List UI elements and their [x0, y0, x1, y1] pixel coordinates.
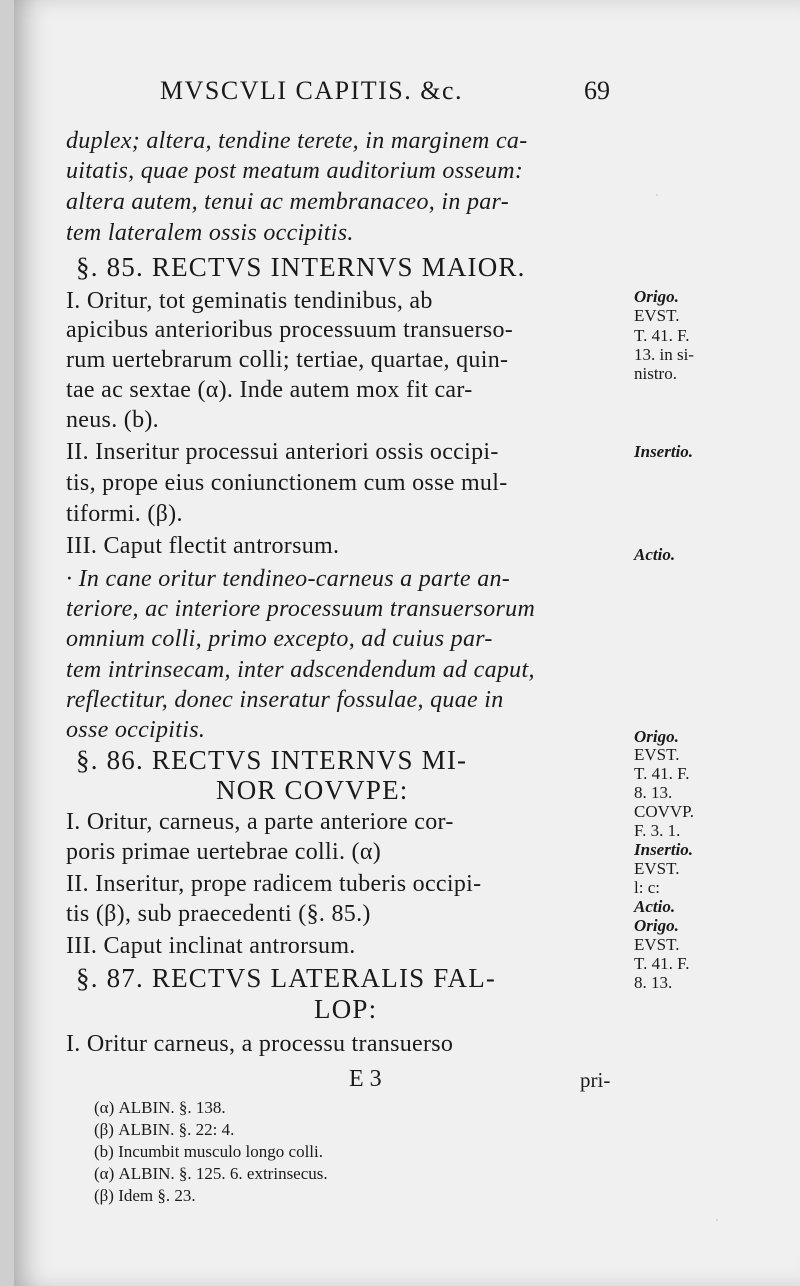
margin-note: nistro. [634, 364, 677, 383]
body-line: I. Oritur, carneus, a parte anteriore cor- [66, 809, 454, 835]
margin-note: COVVP. [634, 802, 694, 821]
section-heading-line: NOR COVVPE: [216, 775, 409, 805]
body-line: I. Oritur, tot geminatis tendinibus, ab [66, 288, 433, 314]
footnote: (α) ALBIN. §. 138. [94, 1098, 226, 1117]
margin-note: Origo. [634, 287, 679, 306]
margin-note: Insertio. [634, 840, 694, 859]
footnote: (β) Idem §. 23. [94, 1186, 196, 1205]
body-line: altera autem, tenui ac membranaceo, in par- [66, 189, 510, 215]
margin-note: EVST. [634, 935, 680, 954]
body-line: teriore, ac interiore processuum transuersorum [66, 596, 536, 622]
body-line: · In cane oritur tendineo-carneus a parte an- [66, 566, 511, 592]
margin-note: 8. 13. [634, 783, 673, 802]
body-line: I. Oritur carneus, a processu transuerso [66, 1031, 454, 1057]
margin-note: 8. 13. [634, 973, 673, 992]
margin-note: T. 41. F. [634, 764, 690, 783]
margin-note: Origo. [634, 916, 679, 935]
body-line: osse occipitis. [66, 717, 206, 743]
body-line: neus. (b). [66, 407, 159, 433]
margin-note: T. 41. F. [634, 954, 690, 973]
body-line: tem intrinsecam, inter adscendendum ad caput, [66, 657, 535, 683]
section-heading-line: LOP: [314, 994, 378, 1024]
section-heading-line: §. 87. RECTVS LATERALIS FAL- [76, 963, 497, 993]
bleed-through: · [714, 1210, 720, 1230]
margin-note: 13. in si- [634, 345, 694, 364]
body-line: rum uertebrarum colli; tertiae, quartae, quin- [66, 347, 509, 373]
body-line: reflectitur, donec inseratur fossulae, quae in [66, 687, 504, 713]
body-line: III. Caput flectit antrorsum. [66, 533, 340, 559]
body-line: uitatis, quae post meatum auditorium osseum: [66, 158, 524, 184]
body-line: tiformi. (β). [66, 501, 183, 527]
margin-note: l: c: [634, 878, 660, 897]
body-line: tem lateralem ossis occipitis. [66, 220, 354, 246]
body-line: tis, prope eius coniunctionem cum osse mul- [66, 470, 508, 496]
body-line: II. Inseritur, prope radicem tuberis occipi- [66, 871, 482, 897]
page-edge [0, 0, 14, 1286]
body-line: III. Caput inclinat antrorsum. [66, 933, 356, 959]
bleed-through: · [654, 185, 660, 205]
page-number: 69 [584, 76, 610, 105]
body-line: tis (β), sub praecedenti (§. 85.) [66, 901, 371, 927]
margin-note: F. 3. 1. [634, 821, 681, 840]
margin-note: EVST. [634, 745, 680, 764]
margin-note: Actio. [634, 897, 676, 916]
body-line: poris primae uertebrae colli. (α) [66, 839, 382, 865]
footnote: (α) ALBIN. §. 125. 6. extrinsecus. [94, 1164, 328, 1183]
footnote: (b) Incumbit musculo longo colli. [94, 1142, 323, 1161]
section-heading-line: §. 85. RECTVS INTERNVS MAIOR. [76, 252, 526, 282]
body-line: tae ac sextae (α). Inde autem mox fit car- [66, 377, 473, 403]
margin-note: EVST. [634, 306, 680, 325]
running-title: MVSCVLI CAPITIS. &c. [160, 76, 464, 105]
catchword: pri- [580, 1068, 611, 1092]
signature-mark: E 3 [349, 1066, 382, 1092]
body-line: omnium colli, primo excepto, ad cuius par- [66, 626, 493, 652]
footnote: (β) ALBIN. §. 22: 4. [94, 1120, 235, 1139]
body-line: apicibus anterioribus processuum transuerso- [66, 317, 514, 343]
section-heading-line: §. 86. RECTVS INTERNVS MI- [76, 745, 468, 775]
body-line: duplex; altera, tendine terete, in marginem ca- [66, 128, 528, 154]
margin-note: Actio. [634, 545, 676, 564]
book-page [14, 0, 800, 1286]
margin-note: EVST. [634, 859, 680, 878]
margin-note: Insertio. [634, 442, 694, 461]
margin-note: Origo. [634, 727, 679, 746]
body-line: II. Inseritur processui anteriori ossis occipi- [66, 439, 499, 465]
margin-note: T. 41. F. [634, 326, 690, 345]
